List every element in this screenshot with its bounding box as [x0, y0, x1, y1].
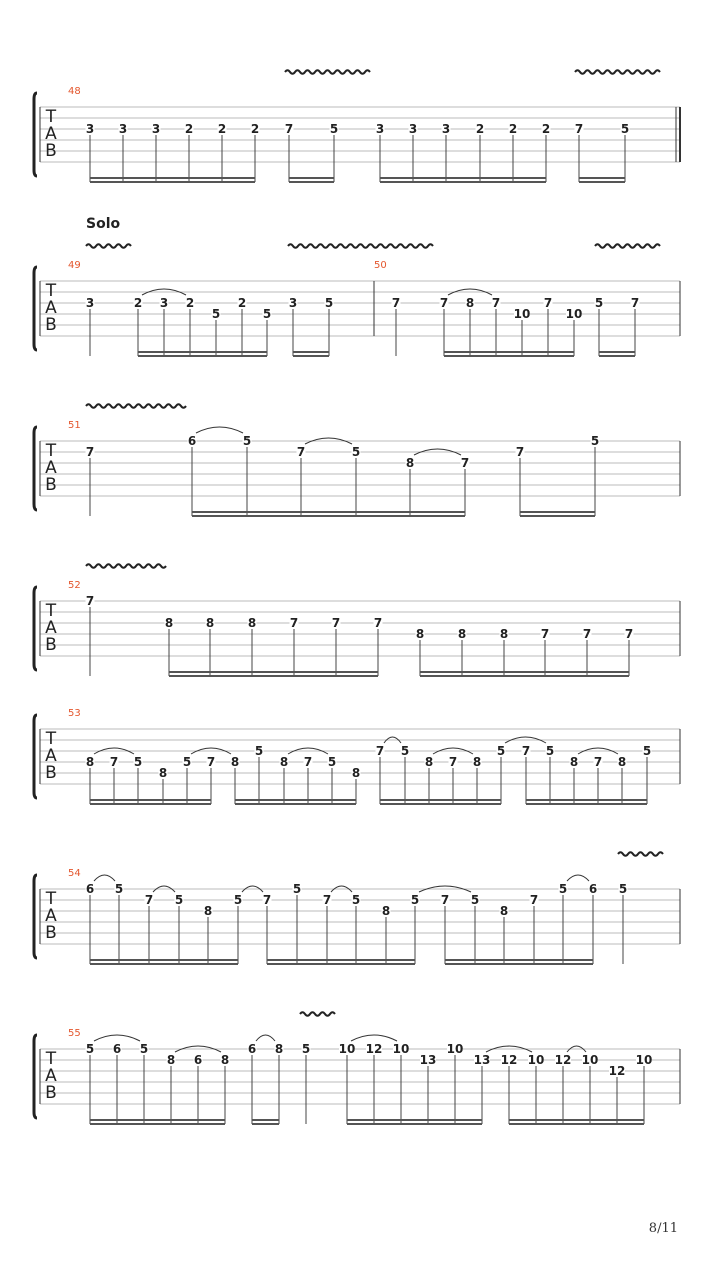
beam — [444, 355, 574, 357]
fret-number: 3 — [159, 296, 169, 310]
tab-clef-letter: T — [45, 107, 57, 127]
fret-number: 2 — [133, 296, 143, 310]
beam — [289, 181, 334, 183]
fret-number: 8 — [203, 904, 213, 918]
system-bracket — [34, 587, 37, 670]
beam — [252, 1119, 279, 1121]
fret-number: 10 — [565, 307, 583, 321]
beam — [380, 803, 501, 805]
slur — [94, 1035, 140, 1041]
fret-number: 10 — [581, 1053, 599, 1067]
tab-clef-letter: A — [45, 618, 57, 638]
fret-number: 7 — [262, 893, 272, 907]
beam — [252, 1123, 279, 1125]
vibrato-mark — [595, 244, 660, 248]
beam — [520, 515, 595, 517]
beam — [509, 1119, 644, 1121]
fret-number: 12 — [608, 1064, 626, 1078]
fret-number: 7 — [373, 616, 383, 630]
tab-clef-letter: B — [45, 923, 57, 943]
beam — [192, 515, 465, 517]
beam — [192, 511, 465, 513]
fret-number: 3 — [288, 296, 298, 310]
beam — [293, 355, 329, 357]
system-bracket — [34, 875, 37, 958]
fret-number: 10 — [513, 307, 531, 321]
vibrato-mark — [86, 244, 131, 248]
beam — [380, 177, 546, 179]
fret-number: 5 — [642, 744, 652, 758]
fret-number: 7 — [439, 296, 449, 310]
fret-number: 8 — [465, 296, 475, 310]
beam — [90, 799, 211, 801]
fret-number: 7 — [582, 627, 592, 641]
tab-system — [34, 564, 680, 677]
beam — [90, 963, 238, 965]
fret-number: 5 — [114, 882, 124, 896]
beam — [347, 1119, 482, 1121]
beam — [445, 963, 593, 965]
fret-number: 5 — [254, 744, 264, 758]
fret-number: 10 — [338, 1042, 356, 1056]
beam — [579, 177, 625, 179]
fret-number: 10 — [446, 1042, 464, 1056]
beam — [235, 799, 356, 801]
fret-number: 7 — [296, 445, 306, 459]
fret-number: 7 — [331, 616, 341, 630]
fret-number: 7 — [144, 893, 154, 907]
tab-system — [34, 1012, 680, 1125]
fret-number: 5 — [351, 893, 361, 907]
fret-number: 5 — [174, 893, 184, 907]
beam — [267, 963, 415, 965]
vibrato-mark — [288, 244, 433, 248]
fret-number: 13 — [419, 1053, 437, 1067]
fret-number: 7 — [85, 594, 95, 608]
beam — [289, 177, 334, 179]
beam — [579, 181, 625, 183]
beam — [138, 355, 267, 357]
vibrato-mark — [575, 70, 660, 74]
beam — [380, 181, 546, 183]
fret-number: 7 — [515, 445, 525, 459]
fret-number: 7 — [540, 627, 550, 641]
fret-number: 3 — [441, 122, 451, 136]
fret-number: 3 — [408, 122, 418, 136]
measure-number: 49 — [68, 260, 81, 271]
fret-number: 7 — [521, 744, 531, 758]
measure-number: 50 — [374, 260, 387, 271]
fret-number: 2 — [217, 122, 227, 136]
fret-number: 8 — [405, 456, 415, 470]
tab-clef-letter: B — [45, 1083, 57, 1103]
tab-clef-letter: T — [45, 729, 57, 749]
fret-number: 12 — [365, 1042, 383, 1056]
fret-number: 6 — [247, 1042, 257, 1056]
fret-number: 7 — [630, 296, 640, 310]
tab-clef-letter: T — [45, 441, 57, 461]
fret-number: 10 — [635, 1053, 653, 1067]
beam — [347, 1123, 482, 1125]
fret-number: 8 — [85, 755, 95, 769]
fret-number: 7 — [460, 456, 470, 470]
fret-number: 7 — [303, 755, 313, 769]
fret-number: 8 — [499, 627, 509, 641]
beam — [169, 671, 378, 673]
fret-number: 8 — [230, 755, 240, 769]
tab-clef-letter: A — [45, 746, 57, 766]
beam — [380, 799, 501, 801]
fret-number: 5 — [182, 755, 192, 769]
beam — [526, 799, 647, 801]
fret-number: 7 — [375, 744, 385, 758]
fret-number: 5 — [618, 882, 628, 896]
fret-number: 2 — [184, 122, 194, 136]
fret-number: 8 — [381, 904, 391, 918]
vibrato-mark — [86, 404, 186, 408]
fret-number: 5 — [85, 1042, 95, 1056]
fret-number: 7 — [593, 755, 603, 769]
fret-number: 5 — [233, 893, 243, 907]
fret-number: 7 — [284, 122, 294, 136]
fret-number: 8 — [274, 1042, 284, 1056]
slur — [256, 1035, 275, 1041]
fret-number: 3 — [85, 122, 95, 136]
fret-number: 8 — [424, 755, 434, 769]
beam — [293, 351, 329, 353]
fret-number: 7 — [440, 893, 450, 907]
fret-number: 8 — [457, 627, 467, 641]
fret-number: 8 — [247, 616, 257, 630]
slur — [351, 1035, 397, 1041]
fret-number: 7 — [574, 122, 584, 136]
tab-system — [34, 852, 680, 965]
fret-number: 5 — [620, 122, 630, 136]
tab-clef-letter: T — [45, 281, 57, 301]
measure-number: 53 — [68, 708, 81, 719]
fret-number: 12 — [554, 1053, 572, 1067]
fret-number: 5 — [211, 307, 221, 321]
fret-number: 5 — [262, 307, 272, 321]
tab-clef-letter: B — [45, 763, 57, 783]
section-label: Solo — [86, 216, 121, 232]
fret-number: 3 — [151, 122, 161, 136]
beam — [90, 959, 238, 961]
system-bracket — [34, 427, 37, 510]
measure-number: 51 — [68, 420, 81, 431]
fret-number: 8 — [415, 627, 425, 641]
measure-number: 52 — [68, 580, 81, 591]
fret-number: 7 — [491, 296, 501, 310]
fret-number: 13 — [473, 1053, 491, 1067]
tab-clef-letter: B — [45, 635, 57, 655]
fret-number: 5 — [400, 744, 410, 758]
tab-clef-letter: A — [45, 124, 57, 144]
fret-number: 5 — [351, 445, 361, 459]
fret-number: 5 — [327, 755, 337, 769]
beam — [509, 1123, 644, 1125]
tab-system — [34, 708, 680, 805]
tab-system — [34, 70, 680, 183]
measure-number: 48 — [68, 86, 81, 97]
tab-clef-letter: B — [45, 141, 57, 161]
beam — [90, 181, 255, 183]
fret-number: 8 — [499, 904, 509, 918]
tab-clef-letter: A — [45, 1066, 57, 1086]
vibrato-mark — [86, 564, 166, 568]
fret-number: 5 — [324, 296, 334, 310]
fret-number: 8 — [569, 755, 579, 769]
fret-number: 5 — [133, 755, 143, 769]
tab-clef-letter: B — [45, 475, 57, 495]
system-bracket — [34, 93, 37, 176]
fret-number: 5 — [470, 893, 480, 907]
slur — [567, 875, 589, 881]
fret-number: 8 — [220, 1053, 230, 1067]
system-bracket — [34, 715, 37, 798]
slur — [196, 427, 243, 433]
fret-number: 8 — [205, 616, 215, 630]
beam — [444, 351, 574, 353]
fret-number: 8 — [279, 755, 289, 769]
measure-number: 54 — [68, 868, 81, 879]
fret-number: 7 — [109, 755, 119, 769]
beam — [599, 351, 635, 353]
fret-number: 5 — [594, 296, 604, 310]
fret-number: 10 — [527, 1053, 545, 1067]
fret-number: 2 — [185, 296, 195, 310]
measure-number: 55 — [68, 1028, 81, 1039]
fret-number: 6 — [193, 1053, 203, 1067]
fret-number: 5 — [558, 882, 568, 896]
beam — [90, 803, 211, 805]
fret-number: 5 — [139, 1042, 149, 1056]
fret-number: 7 — [322, 893, 332, 907]
slur — [94, 875, 115, 881]
fret-number: 8 — [472, 755, 482, 769]
fret-number: 2 — [475, 122, 485, 136]
fret-number: 3 — [375, 122, 385, 136]
beam — [235, 803, 356, 805]
tab-clef-letter: A — [45, 298, 57, 318]
fret-number: 6 — [588, 882, 598, 896]
beam — [138, 351, 267, 353]
fret-number: 8 — [158, 766, 168, 780]
fret-number: 5 — [292, 882, 302, 896]
fret-number: 7 — [289, 616, 299, 630]
fret-number: 10 — [392, 1042, 410, 1056]
fret-number: 7 — [448, 755, 458, 769]
fret-number: 7 — [529, 893, 539, 907]
fret-number: 8 — [617, 755, 627, 769]
tab-clef-letter: T — [45, 1049, 57, 1069]
vibrato-mark — [618, 852, 663, 856]
fret-number: 5 — [496, 744, 506, 758]
fret-number: 3 — [118, 122, 128, 136]
fret-number: 5 — [590, 434, 600, 448]
beam — [90, 1123, 225, 1125]
fret-number: 8 — [166, 1053, 176, 1067]
beam — [90, 177, 255, 179]
system-bracket — [34, 1035, 37, 1118]
tab-clef-letter: A — [45, 906, 57, 926]
fret-number: 6 — [85, 882, 95, 896]
beam — [267, 959, 415, 961]
fret-number: 5 — [301, 1042, 311, 1056]
beam — [445, 959, 593, 961]
fret-number: 7 — [624, 627, 634, 641]
tab-system — [34, 216, 680, 357]
beam — [520, 511, 595, 513]
fret-number: 7 — [85, 445, 95, 459]
vibrato-mark — [285, 70, 370, 74]
page-number: 8/11 — [648, 1221, 678, 1236]
fret-number: 12 — [500, 1053, 518, 1067]
fret-number: 7 — [543, 296, 553, 310]
fret-number: 2 — [541, 122, 551, 136]
fret-number: 7 — [206, 755, 216, 769]
fret-number: 5 — [545, 744, 555, 758]
fret-number: 2 — [237, 296, 247, 310]
fret-number: 5 — [329, 122, 339, 136]
tab-clef-letter: B — [45, 315, 57, 335]
tab-clef-letter: T — [45, 889, 57, 909]
fret-number: 5 — [410, 893, 420, 907]
fret-number: 2 — [508, 122, 518, 136]
tab-system — [34, 404, 680, 517]
fret-number: 8 — [351, 766, 361, 780]
fret-number: 6 — [112, 1042, 122, 1056]
fret-number: 6 — [187, 434, 197, 448]
fret-number: 2 — [250, 122, 260, 136]
tab-clef-letter: T — [45, 601, 57, 621]
beam — [169, 675, 378, 677]
fret-number: 3 — [85, 296, 95, 310]
vibrato-mark — [300, 1012, 335, 1016]
beam — [90, 1119, 225, 1121]
fret-number: 7 — [391, 296, 401, 310]
tab-clef-letter: A — [45, 458, 57, 478]
system-bracket — [34, 267, 37, 350]
fret-number: 8 — [164, 616, 174, 630]
beam — [526, 803, 647, 805]
beam — [599, 355, 635, 357]
fret-number: 5 — [242, 434, 252, 448]
beam — [420, 675, 629, 677]
beam — [420, 671, 629, 673]
